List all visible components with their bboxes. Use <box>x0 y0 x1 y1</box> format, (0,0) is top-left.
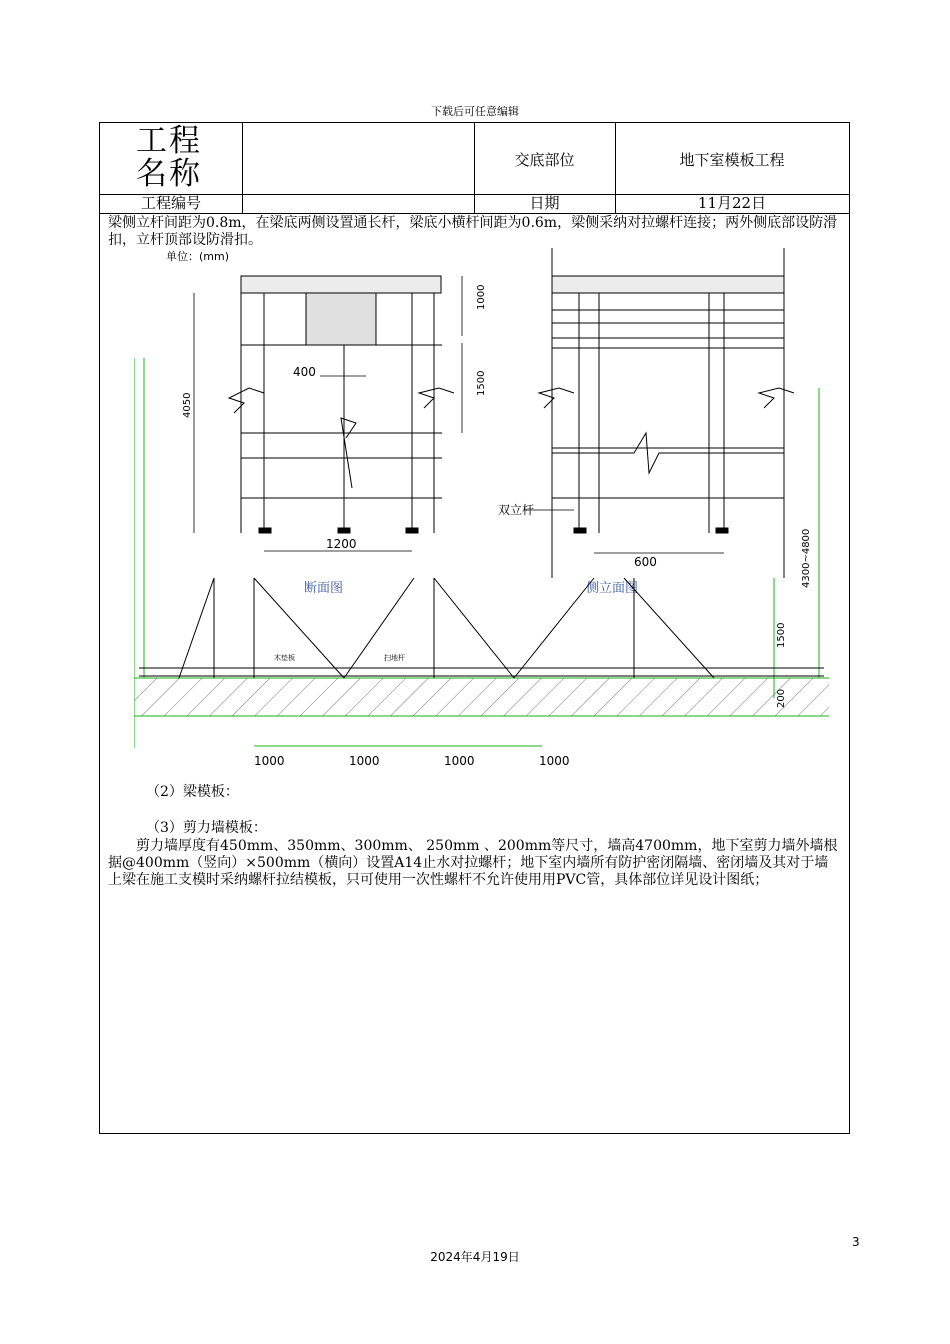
dim-1500-right: 1500 <box>776 622 787 648</box>
project-name-label: 工程 名称 <box>136 123 202 192</box>
beam <box>306 293 376 345</box>
formwork-drawing <box>134 248 834 778</box>
bottom-dim-2: 1000 <box>349 754 380 768</box>
section2-title: （2）梁模板： <box>146 784 239 800</box>
dim-200: 200 <box>776 688 787 708</box>
slab-elevation <box>552 276 784 293</box>
section-view <box>194 276 462 551</box>
unit-label: 单位：(mm) <box>166 250 230 263</box>
sweep-pole-label: 扫地杆 <box>384 654 405 662</box>
location-label: 交底部位 <box>514 151 575 169</box>
ground-hatch <box>134 678 829 716</box>
slab <box>241 276 441 293</box>
bottom-dim-4: 1000 <box>539 754 570 768</box>
row-divider-2 <box>100 213 849 214</box>
double-pole-label: 双立杆 <box>498 503 535 517</box>
dim-1000-top: 1000 <box>476 284 487 310</box>
wood-pad-label: 木垫板 <box>274 654 295 662</box>
bottom-dim-3: 1000 <box>444 754 475 768</box>
intro-paragraph: 梁侧立杆间距为0.8m，在梁底两侧设置通长杆，梁底小横杆间距为0.6m，梁侧采纳对拉螺杆连接；两外侧底部设防滑扣，立杆顶部设防滑扣。 <box>108 215 838 248</box>
date-label: 日期 <box>529 194 560 212</box>
page-number: 3 <box>852 1235 860 1249</box>
dim-400: 400 <box>293 365 316 379</box>
bottom-dim-1: 1000 <box>254 754 285 768</box>
project-no-label: 工程编号 <box>140 194 201 212</box>
disclosure-table <box>99 122 850 1134</box>
header-note: 下载后可任意编辑 <box>431 105 519 118</box>
dim-1500-mid: 1500 <box>476 370 487 396</box>
footer-date: 2024年4月19日 <box>430 1250 520 1264</box>
date-value: 11月22日 <box>697 194 767 212</box>
dim-4300-4800: 4300~4800 <box>801 528 812 588</box>
section-caption: 断面图 <box>304 581 344 596</box>
dim-1200: 1200 <box>326 537 357 551</box>
section3-title: （3）剪力墙模板： <box>146 820 267 836</box>
elevation-view <box>524 248 794 578</box>
dim-4050: 4050 <box>182 392 193 418</box>
location-value: 地下室模板工程 <box>679 151 785 169</box>
section3-body: 剪力墙厚度有450mm、350mm、300mm、 250mm 、200mm等尺寸，墙高4700mm，地下室剪力墙外墙根据@400mm（竖向）×500mm（横向）设置A14止水对拉螺杆；地下室内墙所有防护密闭隔墙、密闭墙及其对于墙上梁在施工支模时采纳螺杆拉结模板，只可使用一次性螺杆不允许使用用PVC管，具体部位详见设计图纸； <box>108 838 838 888</box>
braces <box>139 578 824 678</box>
col-divider-1 <box>242 123 243 213</box>
elevation-caption: 侧立面图 <box>586 581 639 596</box>
dim-600: 600 <box>634 555 657 569</box>
